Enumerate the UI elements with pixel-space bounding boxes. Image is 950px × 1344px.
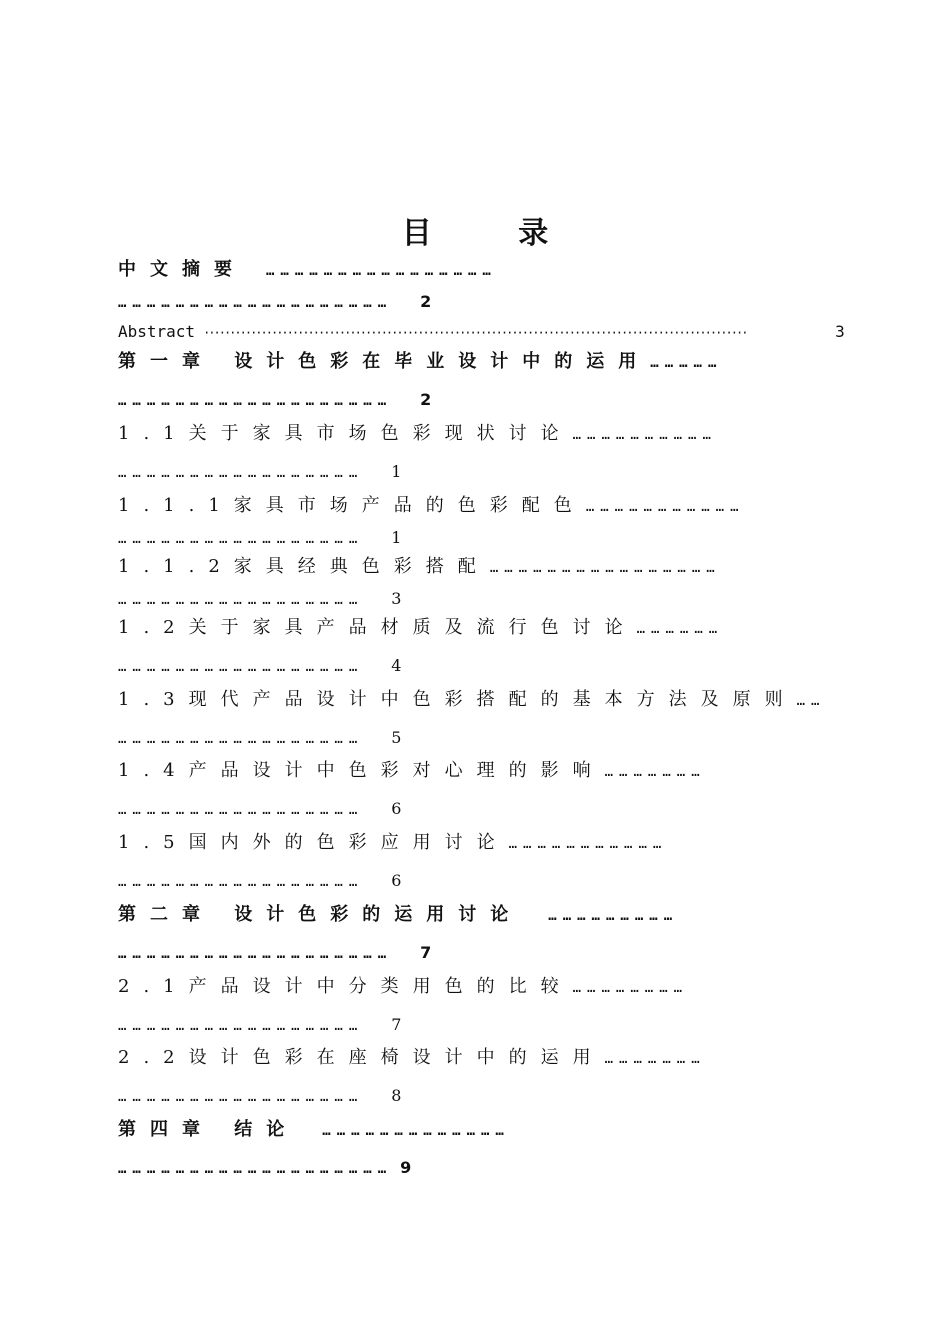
toc-entry-label: 1.1关于家具市场色彩现状讨论 <box>118 423 573 444</box>
toc-entry-page: 2 <box>420 390 432 409</box>
toc-entry-label: 第二章 设计色彩的运用讨论 <box>118 904 523 925</box>
toc-entry-label: 1.3现代产品设计中色彩搭配的基本方法及原则 <box>118 689 797 710</box>
toc-entry-page: 7 <box>391 1015 402 1034</box>
toc-entry-page: 4 <box>391 656 402 675</box>
toc-entry-label: Abstract <box>118 322 196 341</box>
toc-entry-page: 1 <box>391 462 402 481</box>
toc-entry-label: 1.1.2家具经典色彩搭配 <box>118 556 490 577</box>
toc-entry-label: 第一章 设计色彩在毕业设计中的运用 <box>118 351 651 372</box>
toc-entry-label: 1.2关于家具产品材质及流行色讨论 <box>118 617 637 638</box>
toc-entry-label: 1.5国内外的色彩应用讨论 <box>118 832 509 853</box>
toc-entry-page: 1 <box>391 528 402 547</box>
toc-entry-label: 1.1.1家具市场产品的色彩配色 <box>118 495 586 516</box>
toc-entry-page: 8 <box>391 1086 402 1105</box>
toc-entry-label: 2.1产品设计中分类用色的比较 <box>118 976 573 997</box>
toc-entry-label: 中文摘要 <box>118 259 246 280</box>
toc-entry-page: 9 <box>400 1158 412 1177</box>
toc-entry-page: 3 <box>835 322 845 341</box>
toc-entry-label: 2.2设计色彩在座椅设计中的运用 <box>118 1047 605 1068</box>
toc-entry-page: 7 <box>420 943 432 962</box>
toc-entry-page: 2 <box>420 292 432 311</box>
document-page: 目 录 中文摘要 ………………………………………… ………………………………………………… 2 Abstract ········································································································ 3 第一章 设计色彩在毕业设计中的运用 …………… ………………………………………………… 2 1.1关于家具市场色彩现状讨论 ………………………… …………………………………………… 1 1.1.1家具市场产品的色彩配色 …………………………… …………………………………………… 1 1.1.2家具经典色彩搭配 ………………………………………… …………………………………………… 3 1.2关于家具产品材质及流行色讨论 ……………… …………………………………………… 4 1.3现代产品设计中色彩搭配的基本方法及原则 …… …………………………………………… 5 1.4产品设计中色彩对心理的影响 ………………… …………………………………………… 6 1.5国内外的色彩应用讨论 …………………………… …………………………………………… 6 第二章 设计色彩的运用讨论 ……………………… ………………………………………………… 7 2.1产品设计中分类用色的比较 …………………… …………………………………………… 7 2.2设计色彩在座椅设计中的运用 ………………… …………………………………………… 8 第四章 结论 ………………………………… ………………………………………………… 9 <box>0 0 950 1344</box>
toc-entry-page: 3 <box>391 589 402 608</box>
toc-entry-page: 6 <box>391 799 402 818</box>
toc-entry-page: 5 <box>391 728 402 747</box>
toc-entry-page: 6 <box>391 871 402 890</box>
toc-title: 目 录 <box>401 216 587 251</box>
toc-entry-label: 1.4产品设计中色彩对心理的影响 <box>118 760 605 781</box>
toc-entry-label: 第四章 结论 <box>118 1119 299 1140</box>
